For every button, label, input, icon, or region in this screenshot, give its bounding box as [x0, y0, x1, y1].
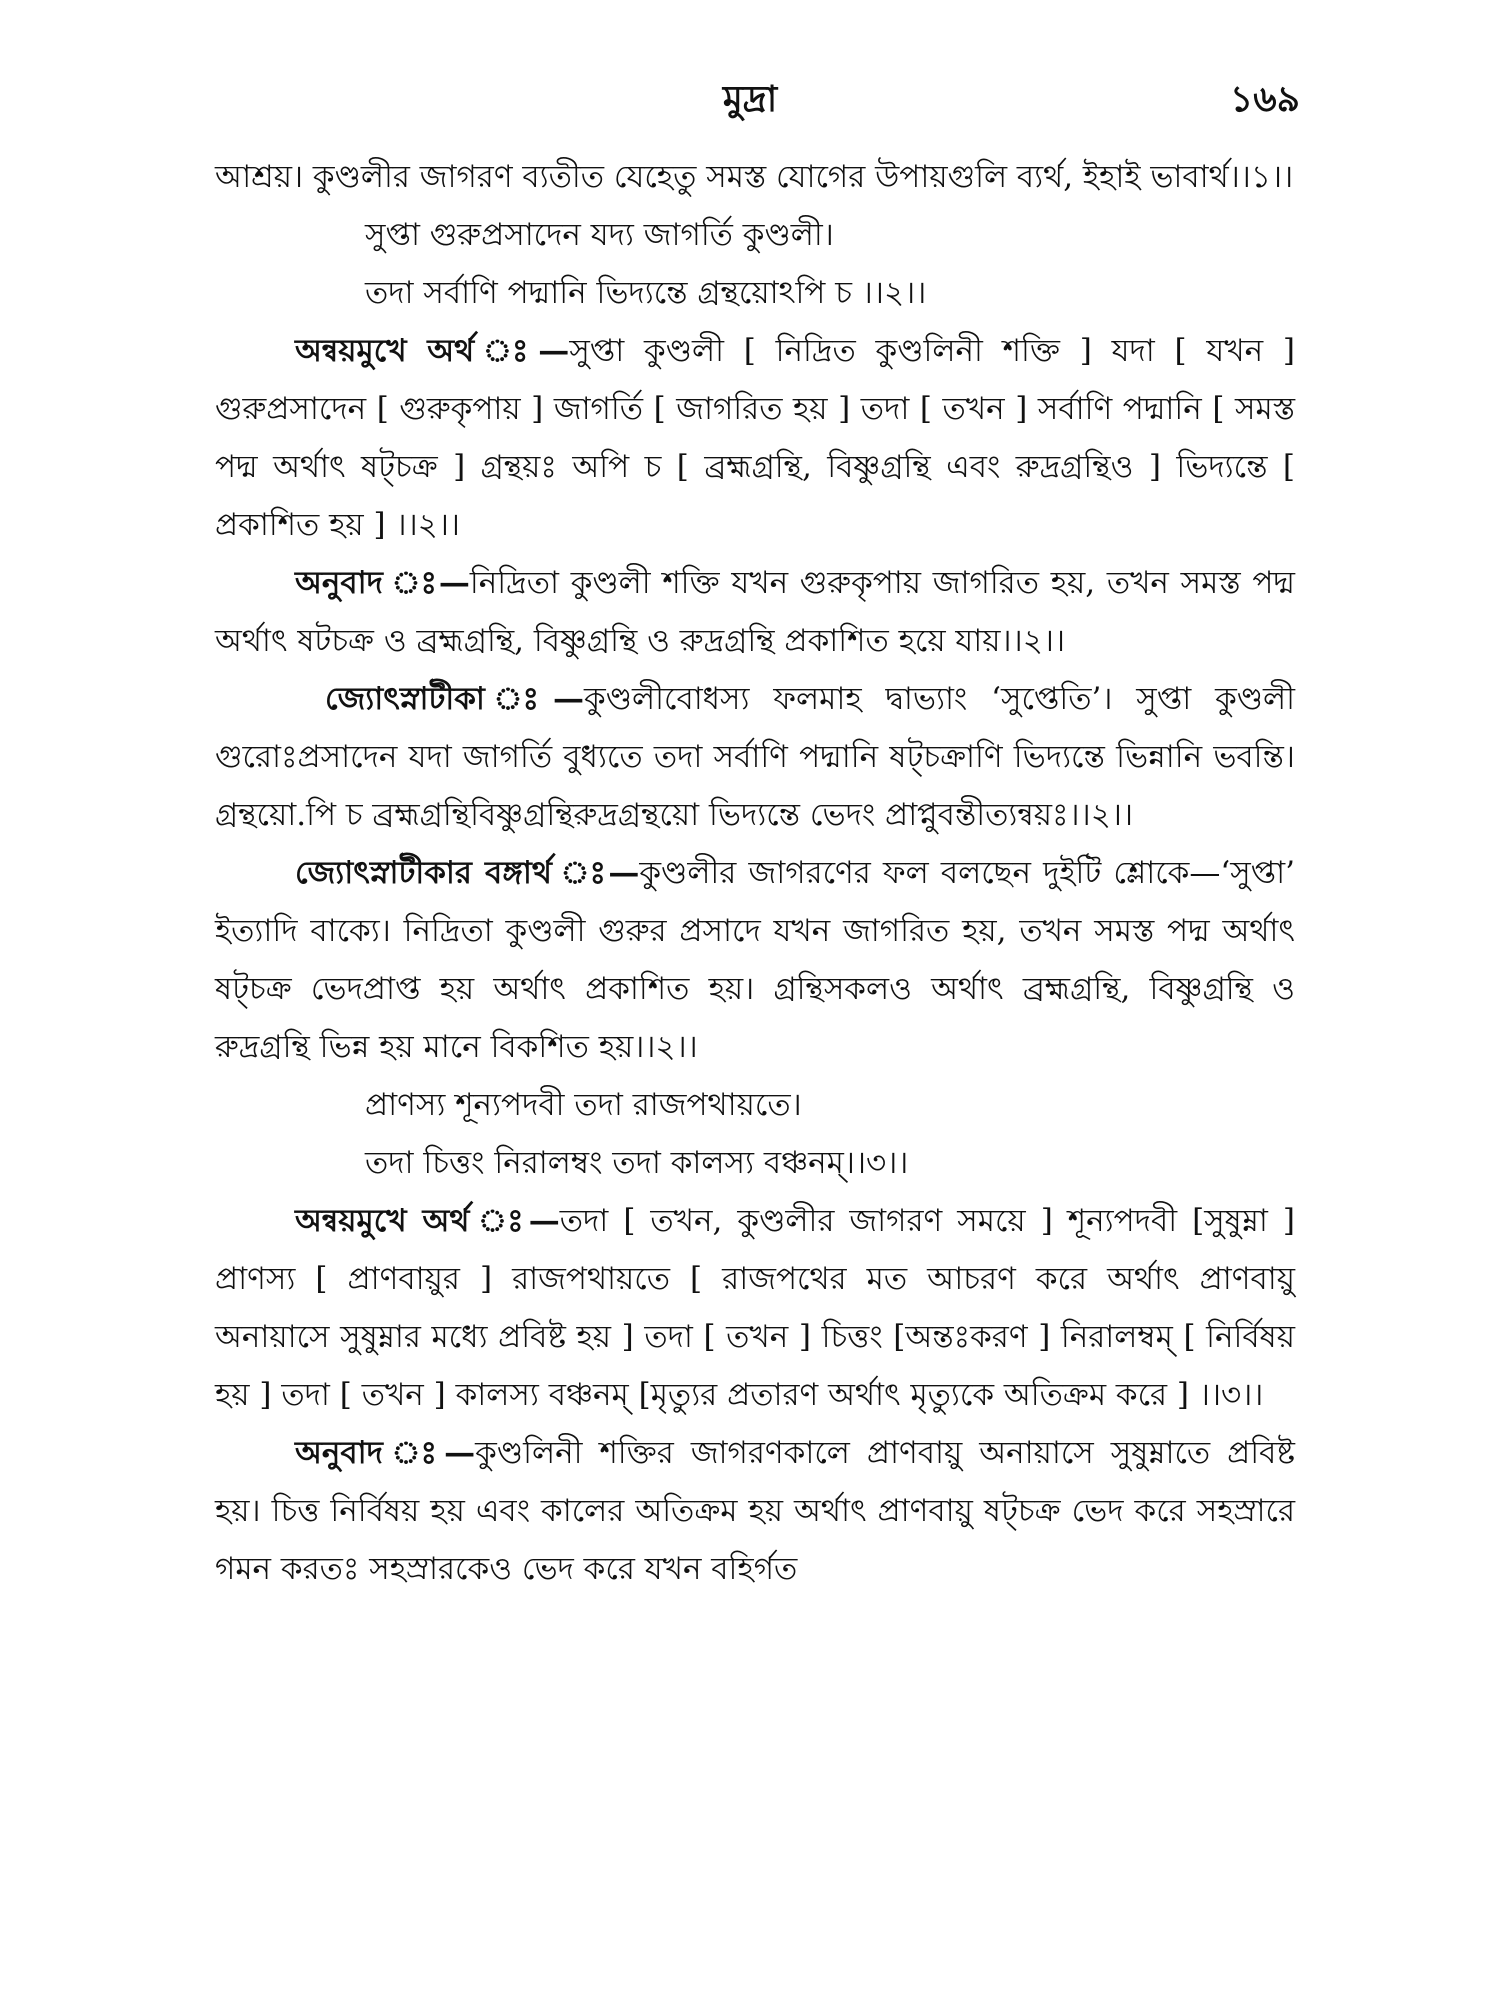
bangartha-2-label: জ্যোৎস্নাটীকার বঙ্গার্থ ঃ— — [295, 855, 640, 891]
jyotsna-2-text: কুণ্ডলীবোধস্য ফলমাহ দ্বাভ্যাং ‘সুপ্তেতি’। সুপ্তা কুণ্ডলী গুরোঃপ্রসাদেন যদা জাগর্তি বুধ্যতে তদা সর্বাণি পদ্মানি ষট্‌চক্রাণি ভিদ্যন্তে ভিন্নানি ভবন্তি। গ্রন্থয়ো.পি চ ব্রহ্মগ্রন্থিবিষ্ণুগ্রন্থিরুদ্রগ্রন্থয়ো ভিদ্যন্তে ভেদং প্রাপ্নুবন্তীত্যন্বয়ঃ।।২।। — [215, 681, 1296, 833]
anvaya-2-label: অন্বয়মুখে অর্থ ঃ— — [295, 333, 570, 369]
page-number: ১৬৯ — [1229, 78, 1300, 120]
anvaya-2-text: সুপ্তা কুণ্ডলী [ নিদ্রিত কুণ্ডলিনী শক্তি ] যদা [ যখন ] গুরুপ্রসাদেন [ গুরুকৃপায় ] জাগর্তি [ জাগরিত হয় ] তদা [ তখন ] সর্বাণি পদ্মানি [ সমস্ত পদ্ম অর্থাৎ ষট্‌চক্র ] গ্রন্থয়ঃ অপি চ [ ব্রহ্মগ্রন্থি, বিষ্ণুগ্রন্থি এবং রুদ্রগ্রন্থিও ] ভিদ্যন্তে [ প্রকাশিত হয় ] ।।২।। — [215, 333, 1295, 543]
anubad-2-label: অনুবাদ ঃ— — [295, 565, 470, 601]
anvaya-3-label: অন্বয়মুখে অর্থ ঃ— — [295, 1203, 560, 1239]
anubad-3-label: অনুবাদ ঃ— — [295, 1435, 476, 1471]
verse-3-line-2: তদা চিত্তং নিরালম্বং তদা কালস্য বঞ্চনম্।।৩।। — [365, 1145, 909, 1181]
verse-3-line-1: প্রাণস্য শূন্যপদবী তদা রাজপথায়তে। — [365, 1087, 802, 1123]
anubad-3-text: কুণ্ডলিনী শক্তির জাগরণকালে প্রাণবায়ু অনায়াসে সুষুম্নাতে প্রবিষ্ট হয়। চিত্ত নির্বিষয় হয় এবং কালের অতিক্রম হয় অর্থাৎ প্রাণবায়ু ষট্‌চক্র ভেদ করে সহস্রারে গমন করতঃ সহস্রারকেও ভেদ করে যখন বহির্গত — [215, 1435, 1295, 1587]
verse-2-line-2: তদা সর্বাণি পদ্মানি ভিদ্যন্তে গ্রন্থয়োঽপি চ ।।২।। — [365, 275, 927, 311]
bangartha-2-text: কুণ্ডলীর জাগরণের ফল বলছেন দুইটি শ্লোকে—‘সুপ্তা’ ইত্যাদি বাক্যে। নিদ্রিতা কুণ্ডলী গুরুর প্রসাদে যখন জাগরিত হয়, তখন সমস্ত পদ্ম অর্থাৎ ষট্‌চক্র ভেদপ্রাপ্ত হয় অর্থাৎ প্রকাশিত হয়। গ্রন্থিসকলও অর্থাৎ ব্রহ্মগ্রন্থি, বিষ্ণুগ্রন্থি ও রুদ্রগ্রন্থি ভিন্ন হয় মানে বিকশিত হয়।।২।। — [215, 855, 1296, 1065]
jyotsna-2-paragraph — [215, 670, 1295, 844]
page-header-title: মুদ্রা — [722, 78, 778, 120]
anvaya-2-paragraph — [215, 322, 1295, 554]
page-body — [215, 148, 1295, 1598]
paragraph-continuation: আশ্রয়। কুণ্ডলীর জাগরণ ব্যতীত যেহেতু সমস্ত যোগের উপায়গুলি ব্যর্থ, ইহাই ভাবার্থ।।১।। — [215, 159, 1294, 195]
verse-2-line-1: সুপ্তা গুরুপ্রসাদেন যদ্য জাগর্তি কুণ্ডলী। — [365, 217, 834, 253]
anubad-2-paragraph — [215, 554, 1295, 670]
anvaya-3-text: তদা [ তখন, কুণ্ডলীর জাগরণ সময়ে ] শূন্যপদবী [সুষুম্না ] প্রাণস্য [ প্রাণবায়ুর ] রাজপথায়তে [ রাজপথের মত আচরণ করে অর্থাৎ প্রাণবায়ু অনায়াসে সুষুম্নার মধ্যে প্রবিষ্ট হয় ] তদা [ তখন ] চিত্তং [অন্তঃকরণ ] নিরালম্বম্ [ নির্বিষয় হয় ] তদা [ তখন ] কালস্য বঞ্চনম্ [মৃত্যুর প্রতারণ অর্থাৎ মৃত্যুকে অতিক্রম করে ] ।।৩।। — [215, 1203, 1295, 1413]
anvaya-3-paragraph — [215, 1192, 1295, 1424]
anubad-2-text: নিদ্রিতা কুণ্ডলী শক্তি যখন গুরুকৃপায় জাগরিত হয়, তখন সমস্ত পদ্ম অর্থাৎ ষটচক্র ও ব্রহ্মগ্রন্থি, বিষ্ণুগ্রন্থি ও রুদ্রগ্রন্থি প্রকাশিত হয়ে যায়।।২।। — [215, 565, 1295, 659]
anubad-3-paragraph — [215, 1424, 1295, 1598]
jyotsna-2-label: জ্যোৎস্নাটীকা ঃ— — [325, 681, 585, 717]
bangartha-2-paragraph — [215, 844, 1295, 1076]
